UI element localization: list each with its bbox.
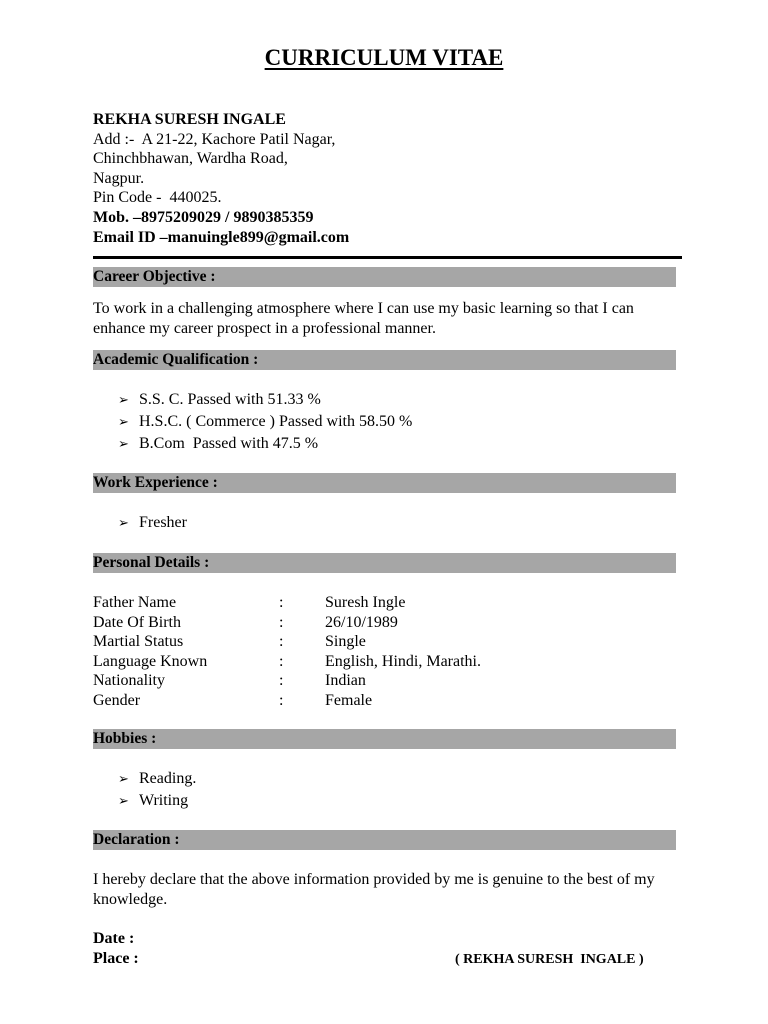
section-heading-declaration: Declaration : — [93, 830, 676, 850]
address-line: Add :- A 21-22, Kachore Patil Nagar, — [93, 130, 336, 148]
place-label: Place : — [93, 950, 139, 967]
academic-list — [118, 389, 412, 455]
contact-block — [93, 110, 349, 247]
arrow-bullet-icon: ➢ — [118, 415, 129, 430]
list-item: ➢ Reading. — [118, 768, 196, 790]
arrow-bullet-icon: ➢ — [118, 516, 129, 531]
list-item: ➢ Writing — [118, 790, 196, 812]
arrow-bullet-icon: ➢ — [118, 437, 129, 452]
header-divider — [93, 256, 682, 259]
date-place-block — [93, 929, 139, 969]
list-item: ➢ Fresher — [118, 512, 187, 534]
arrow-bullet-icon: ➢ — [118, 772, 129, 787]
career-objective-text: To work in a challenging atmosphere where I can use my basic learning so that I can enhance my career prospect in a professional manner. — [93, 300, 634, 337]
address-line: Nagpur. — [93, 169, 145, 187]
list-item: ➢ H.S.C. ( Commerce ) Passed with 58.50 % — [118, 411, 412, 433]
section-heading-career-objective: Career Objective : — [93, 267, 676, 287]
email-address: Email ID –manuingle899@gmail.com — [93, 228, 350, 246]
arrow-bullet-icon: ➢ — [118, 794, 129, 809]
mobile-number: Mob. –8975209029 / 9890385359 — [93, 208, 314, 226]
arrow-bullet-icon: ➢ — [118, 393, 129, 408]
work-list — [118, 512, 187, 534]
declaration-text: I hereby declare that the above information provided by me is genuine to the best of my knowledge. — [93, 871, 655, 908]
pin-code: Pin Code - 440025. — [93, 189, 222, 207]
list-item: ➢ B.Com Passed with 47.5 % — [118, 433, 412, 455]
signature-name: ( REKHA SURESH INGALE ) — [455, 952, 644, 967]
hobbies-list — [118, 768, 196, 812]
section-heading-academic: Academic Qualification : — [93, 350, 676, 370]
section-heading-hobbies: Hobbies : — [93, 729, 676, 749]
document-title: CURRICULUM VITAE — [264, 45, 504, 70]
candidate-name: REKHA SURESH INGALE — [93, 111, 286, 128]
section-heading-work-experience: Work Experience : — [93, 473, 676, 493]
list-item: ➢ S.S. C. Passed with 51.33 % — [118, 389, 412, 411]
section-heading-personal-details: Personal Details : — [93, 553, 676, 573]
date-label: Date : — [93, 930, 135, 947]
address-line: Chinchbhawan, Wardha Road, — [93, 150, 288, 168]
